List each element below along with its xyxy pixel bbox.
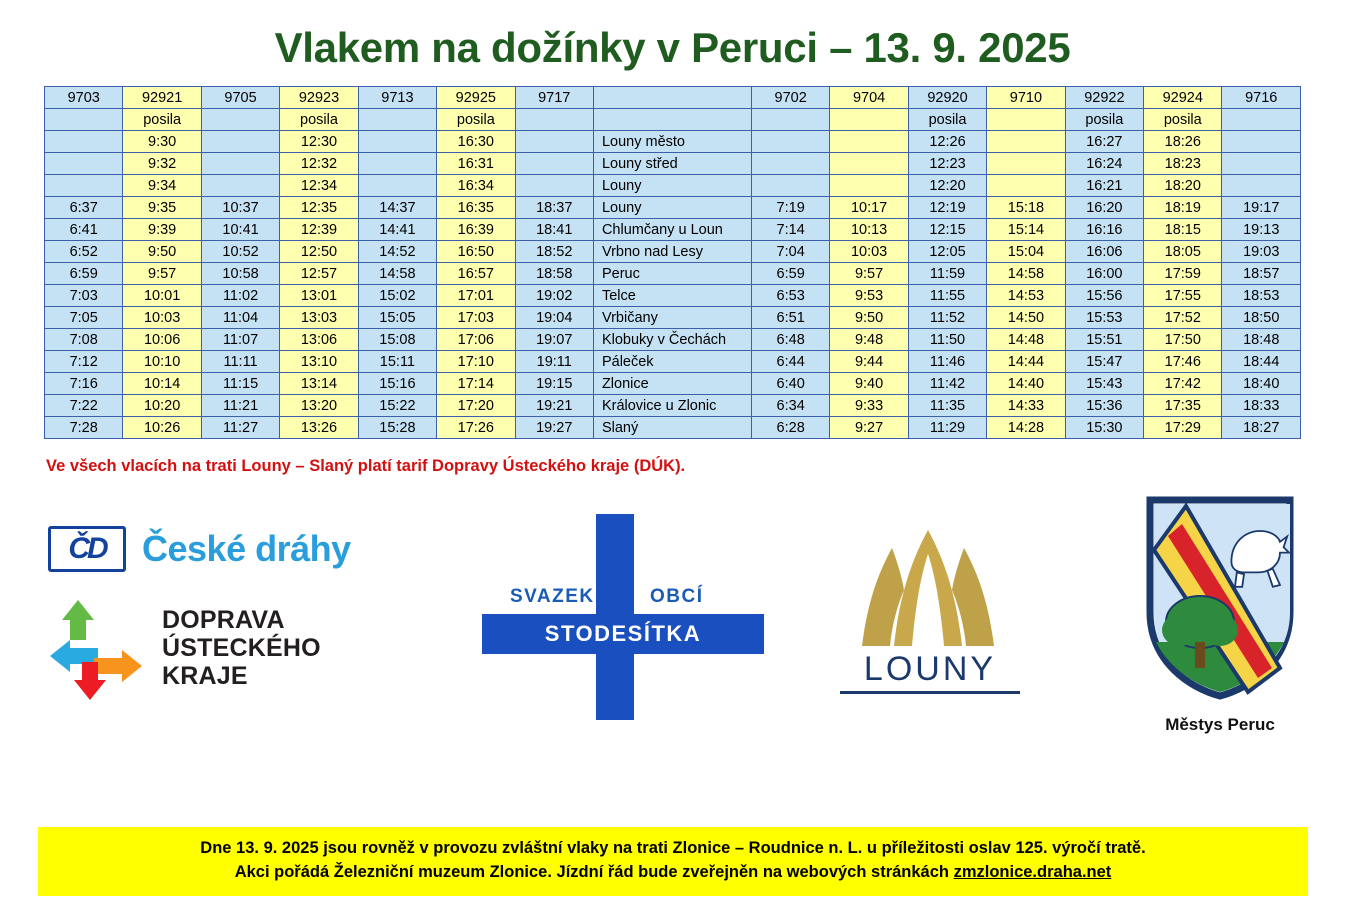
departure-time-cell: 19:17 bbox=[1222, 197, 1301, 219]
departure-time-cell: 6:37 bbox=[45, 197, 123, 219]
departure-time-cell bbox=[1222, 131, 1301, 153]
table-row bbox=[45, 241, 1301, 263]
departure-time-cell: 13:03 bbox=[280, 307, 358, 329]
departure-time-cell: 19:03 bbox=[1222, 241, 1301, 263]
station-name-cell: Páleček bbox=[593, 351, 751, 373]
departure-time-cell: 16:06 bbox=[1065, 241, 1143, 263]
departure-time-cell: 15:05 bbox=[358, 307, 436, 329]
departure-time-cell bbox=[830, 153, 908, 175]
table-row bbox=[45, 219, 1301, 241]
departure-time-cell: 16:50 bbox=[437, 241, 515, 263]
departure-time-cell: 18:05 bbox=[1144, 241, 1222, 263]
departure-time-cell: 17:14 bbox=[437, 373, 515, 395]
departure-time-cell: 10:06 bbox=[123, 329, 201, 351]
train-note-header bbox=[358, 109, 436, 131]
departure-time-cell bbox=[201, 131, 279, 153]
table-row bbox=[45, 351, 1301, 373]
departure-time-cell bbox=[201, 175, 279, 197]
table-row bbox=[45, 417, 1301, 439]
departure-time-cell: 18:52 bbox=[515, 241, 593, 263]
departure-time-cell: 10:52 bbox=[201, 241, 279, 263]
departure-time-cell: 19:02 bbox=[515, 285, 593, 307]
departure-time-cell: 10:03 bbox=[123, 307, 201, 329]
station-name-cell: Louny střed bbox=[593, 153, 751, 175]
train-number-header: 9704 bbox=[830, 87, 908, 109]
departure-time-cell: 12:50 bbox=[280, 241, 358, 263]
departure-time-cell: 9:30 bbox=[123, 131, 201, 153]
departure-time-cell bbox=[358, 131, 436, 153]
train-note-header: posila bbox=[123, 109, 201, 131]
departure-time-cell: 15:43 bbox=[1065, 373, 1143, 395]
departure-time-cell: 17:26 bbox=[437, 417, 515, 439]
departure-time-cell bbox=[987, 175, 1065, 197]
departure-time-cell: 10:37 bbox=[201, 197, 279, 219]
table-row bbox=[45, 329, 1301, 351]
station-name-cell: Vrbičany bbox=[593, 307, 751, 329]
departure-time-cell: 17:01 bbox=[437, 285, 515, 307]
departure-time-cell: 7:28 bbox=[45, 417, 123, 439]
departure-time-cell: 14:40 bbox=[987, 373, 1065, 395]
departure-time-cell: 10:13 bbox=[830, 219, 908, 241]
departure-time-cell: 14:48 bbox=[987, 329, 1065, 351]
departure-time-cell: 7:19 bbox=[751, 197, 829, 219]
departure-time-cell: 15:51 bbox=[1065, 329, 1143, 351]
departure-time-cell: 9:32 bbox=[123, 153, 201, 175]
departure-time-cell: 6:28 bbox=[751, 417, 829, 439]
departure-time-cell: 17:06 bbox=[437, 329, 515, 351]
departure-time-cell: 9:50 bbox=[830, 307, 908, 329]
departure-time-cell: 15:56 bbox=[1065, 285, 1143, 307]
departure-time-cell: 6:59 bbox=[751, 263, 829, 285]
departure-time-cell: 17:03 bbox=[437, 307, 515, 329]
departure-time-cell: 6:53 bbox=[751, 285, 829, 307]
departure-time-cell bbox=[515, 131, 593, 153]
train-number-header: 92923 bbox=[280, 87, 358, 109]
train-number-header: 9716 bbox=[1222, 87, 1301, 109]
departure-time-cell: 10:03 bbox=[830, 241, 908, 263]
departure-time-cell: 15:02 bbox=[358, 285, 436, 307]
departure-time-cell: 9:57 bbox=[830, 263, 908, 285]
station-column-subheader bbox=[593, 109, 751, 131]
departure-time-cell: 16:30 bbox=[437, 131, 515, 153]
departure-time-cell: 19:27 bbox=[515, 417, 593, 439]
departure-time-cell: 11:46 bbox=[908, 351, 986, 373]
departure-time-cell bbox=[358, 153, 436, 175]
departure-time-cell: 10:10 bbox=[123, 351, 201, 373]
logo-peruc bbox=[1120, 492, 1320, 735]
departure-time-cell: 13:14 bbox=[280, 373, 358, 395]
train-note-header: posila bbox=[280, 109, 358, 131]
departure-time-cell: 17:10 bbox=[437, 351, 515, 373]
departure-time-cell: 14:33 bbox=[987, 395, 1065, 417]
departure-time-cell: 16:34 bbox=[437, 175, 515, 197]
departure-time-cell: 11:15 bbox=[201, 373, 279, 395]
departure-time-cell: 16:27 bbox=[1065, 131, 1143, 153]
departure-time-cell: 18:33 bbox=[1222, 395, 1301, 417]
svazek-label-left: SVAZEK bbox=[510, 586, 595, 607]
zmzlonice-link[interactable]: zmzlonice.draha.net bbox=[953, 863, 1112, 881]
departure-time-cell bbox=[201, 153, 279, 175]
svazek-band bbox=[482, 614, 764, 654]
departure-time-cell: 13:06 bbox=[280, 329, 358, 351]
station-name-cell: Klobuky v Čechách bbox=[593, 329, 751, 351]
timetable-container bbox=[44, 86, 1301, 439]
station-name-cell: Zlonice bbox=[593, 373, 751, 395]
departure-time-cell: 10:20 bbox=[123, 395, 201, 417]
station-name-cell: Peruc bbox=[593, 263, 751, 285]
timetable-subheader-row bbox=[45, 109, 1301, 131]
departure-time-cell: 11:42 bbox=[908, 373, 986, 395]
departure-time-cell: 12:23 bbox=[908, 153, 986, 175]
departure-time-cell: 11:11 bbox=[201, 351, 279, 373]
departure-time-cell bbox=[358, 175, 436, 197]
departure-time-cell: 15:04 bbox=[987, 241, 1065, 263]
departure-time-cell: 7:04 bbox=[751, 241, 829, 263]
departure-time-cell: 14:28 bbox=[987, 417, 1065, 439]
departure-time-cell bbox=[751, 175, 829, 197]
departure-time-cell: 11:07 bbox=[201, 329, 279, 351]
table-row bbox=[45, 153, 1301, 175]
departure-time-cell: 14:41 bbox=[358, 219, 436, 241]
departure-time-cell bbox=[830, 131, 908, 153]
station-column-header bbox=[593, 87, 751, 109]
departure-time-cell: 11:27 bbox=[201, 417, 279, 439]
departure-time-cell: 7:05 bbox=[45, 307, 123, 329]
departure-time-cell: 6:51 bbox=[751, 307, 829, 329]
page-title: Vlakem na dožínky v Peruci – 13. 9. 2025 bbox=[274, 24, 1071, 71]
departure-time-cell: 15:28 bbox=[358, 417, 436, 439]
footer-line-1: Dne 13. 9. 2025 jsou rovněž v provozu zvláštní vlaky na trati Zlonice – Roudnice n. L. u příležitosti oslav 125. výročí tratě. bbox=[200, 839, 1146, 857]
departure-time-cell: 14:37 bbox=[358, 197, 436, 219]
departure-time-cell: 19:04 bbox=[515, 307, 593, 329]
departure-time-cell: 12:30 bbox=[280, 131, 358, 153]
departure-time-cell: 12:34 bbox=[280, 175, 358, 197]
departure-time-cell: 15:47 bbox=[1065, 351, 1143, 373]
departure-time-cell: 19:07 bbox=[515, 329, 593, 351]
departure-time-cell: 15:53 bbox=[1065, 307, 1143, 329]
departure-time-cell: 12:35 bbox=[280, 197, 358, 219]
table-row bbox=[45, 263, 1301, 285]
departure-time-cell: 10:17 bbox=[830, 197, 908, 219]
departure-time-cell: 9:48 bbox=[830, 329, 908, 351]
departure-time-cell: 16:24 bbox=[1065, 153, 1143, 175]
departure-time-cell bbox=[45, 131, 123, 153]
departure-time-cell: 6:41 bbox=[45, 219, 123, 241]
departure-time-cell: 6:48 bbox=[751, 329, 829, 351]
departure-time-cell bbox=[830, 175, 908, 197]
departure-time-cell: 18:27 bbox=[1222, 417, 1301, 439]
departure-time-cell: 9:53 bbox=[830, 285, 908, 307]
departure-time-cell: 15:08 bbox=[358, 329, 436, 351]
departure-time-cell: 11:21 bbox=[201, 395, 279, 417]
departure-time-cell: 12:57 bbox=[280, 263, 358, 285]
train-note-header bbox=[45, 109, 123, 131]
departure-time-cell: 16:31 bbox=[437, 153, 515, 175]
departure-time-cell: 11:59 bbox=[908, 263, 986, 285]
departure-time-cell: 11:55 bbox=[908, 285, 986, 307]
departure-time-cell: 14:44 bbox=[987, 351, 1065, 373]
departure-time-cell: 12:39 bbox=[280, 219, 358, 241]
station-name-cell: Chlumčany u Loun bbox=[593, 219, 751, 241]
departure-time-cell: 11:50 bbox=[908, 329, 986, 351]
footer-line-2-text: Akci pořádá Železniční muzeum Zlonice. Jízdní řád bude zveřejněn na webových stránkách bbox=[234, 863, 954, 881]
departure-time-cell: 18:19 bbox=[1144, 197, 1222, 219]
departure-time-cell: 6:44 bbox=[751, 351, 829, 373]
departure-time-cell bbox=[1222, 175, 1301, 197]
departure-time-cell bbox=[751, 131, 829, 153]
train-note-header bbox=[830, 109, 908, 131]
departure-time-cell: 10:41 bbox=[201, 219, 279, 241]
departure-time-cell bbox=[1222, 153, 1301, 175]
train-number-header: 92922 bbox=[1065, 87, 1143, 109]
departure-time-cell: 17:29 bbox=[1144, 417, 1222, 439]
departure-time-cell: 18:48 bbox=[1222, 329, 1301, 351]
table-row bbox=[45, 395, 1301, 417]
train-note-header: posila bbox=[437, 109, 515, 131]
departure-time-cell: 15:11 bbox=[358, 351, 436, 373]
train-note-header bbox=[987, 109, 1065, 131]
departure-time-cell: 9:35 bbox=[123, 197, 201, 219]
departure-time-cell bbox=[987, 153, 1065, 175]
train-number-header: 92920 bbox=[908, 87, 986, 109]
departure-time-cell: 18:41 bbox=[515, 219, 593, 241]
peruc-coat-of-arms-icon bbox=[1130, 492, 1310, 702]
departure-time-cell: 10:14 bbox=[123, 373, 201, 395]
departure-time-cell: 11:52 bbox=[908, 307, 986, 329]
departure-time-cell: 14:53 bbox=[987, 285, 1065, 307]
table-row bbox=[45, 307, 1301, 329]
departure-time-cell: 10:01 bbox=[123, 285, 201, 307]
departure-time-cell: 15:36 bbox=[1065, 395, 1143, 417]
logo-svazek-stodesitka bbox=[478, 510, 768, 720]
timetable bbox=[44, 86, 1301, 439]
table-row bbox=[45, 131, 1301, 153]
departure-time-cell: 11:02 bbox=[201, 285, 279, 307]
departure-time-cell: 16:57 bbox=[437, 263, 515, 285]
departure-time-cell: 15:22 bbox=[358, 395, 436, 417]
train-note-header bbox=[201, 109, 279, 131]
peruc-caption: Městys Peruc bbox=[1165, 715, 1275, 734]
departure-time-cell: 9:34 bbox=[123, 175, 201, 197]
departure-time-cell: 7:22 bbox=[45, 395, 123, 417]
departure-time-cell: 9:44 bbox=[830, 351, 908, 373]
duk-line-1: DOPRAVA bbox=[162, 605, 285, 634]
train-note-header: posila bbox=[1065, 109, 1143, 131]
logos-band bbox=[0, 482, 1345, 754]
departure-time-cell: 17:42 bbox=[1144, 373, 1222, 395]
departure-time-cell: 13:01 bbox=[280, 285, 358, 307]
departure-time-cell: 11:35 bbox=[908, 395, 986, 417]
departure-time-cell: 17:20 bbox=[437, 395, 515, 417]
departure-time-cell: 11:04 bbox=[201, 307, 279, 329]
departure-time-cell: 17:55 bbox=[1144, 285, 1222, 307]
departure-time-cell: 17:59 bbox=[1144, 263, 1222, 285]
station-name-cell: Vrbno nad Lesy bbox=[593, 241, 751, 263]
departure-time-cell: 9:57 bbox=[123, 263, 201, 285]
cd-logo-text: ČD bbox=[68, 532, 106, 565]
departure-time-cell: 15:14 bbox=[987, 219, 1065, 241]
departure-time-cell: 19:13 bbox=[1222, 219, 1301, 241]
departure-time-cell: 17:46 bbox=[1144, 351, 1222, 373]
departure-time-cell: 16:20 bbox=[1065, 197, 1143, 219]
departure-time-cell bbox=[45, 153, 123, 175]
departure-time-cell: 7:03 bbox=[45, 285, 123, 307]
departure-time-cell: 19:21 bbox=[515, 395, 593, 417]
departure-time-cell: 18:57 bbox=[1222, 263, 1301, 285]
departure-time-cell: 19:15 bbox=[515, 373, 593, 395]
departure-time-cell: 7:08 bbox=[45, 329, 123, 351]
station-name-cell: Telce bbox=[593, 285, 751, 307]
departure-time-cell: 9:40 bbox=[830, 373, 908, 395]
departure-time-cell: 14:58 bbox=[358, 263, 436, 285]
departure-time-cell: 18:26 bbox=[1144, 131, 1222, 153]
departure-time-cell: 16:21 bbox=[1065, 175, 1143, 197]
train-note-header bbox=[751, 109, 829, 131]
station-name-cell: Louny bbox=[593, 175, 751, 197]
station-name-cell: Louny bbox=[593, 197, 751, 219]
departure-time-cell: 16:35 bbox=[437, 197, 515, 219]
logo-ceske-drahy bbox=[48, 526, 351, 572]
departure-time-cell: 16:00 bbox=[1065, 263, 1143, 285]
train-number-header: 9703 bbox=[45, 87, 123, 109]
departure-time-cell: 14:50 bbox=[987, 307, 1065, 329]
train-number-header: 9705 bbox=[201, 87, 279, 109]
train-note-header bbox=[1222, 109, 1301, 131]
train-number-header: 9717 bbox=[515, 87, 593, 109]
departure-time-cell: 9:27 bbox=[830, 417, 908, 439]
departure-time-cell: 15:30 bbox=[1065, 417, 1143, 439]
train-number-header: 92921 bbox=[123, 87, 201, 109]
departure-time-cell: 17:50 bbox=[1144, 329, 1222, 351]
departure-time-cell: 9:50 bbox=[123, 241, 201, 263]
departure-time-cell: 14:52 bbox=[358, 241, 436, 263]
departure-time-cell: 7:12 bbox=[45, 351, 123, 373]
departure-time-cell: 19:11 bbox=[515, 351, 593, 373]
departure-time-cell: 15:18 bbox=[987, 197, 1065, 219]
table-row bbox=[45, 285, 1301, 307]
table-row bbox=[45, 197, 1301, 219]
timetable-header-row bbox=[45, 87, 1301, 109]
logo-louny bbox=[840, 520, 1020, 694]
train-number-header: 9713 bbox=[358, 87, 436, 109]
departure-time-cell: 18:58 bbox=[515, 263, 593, 285]
train-number-header: 92924 bbox=[1144, 87, 1222, 109]
departure-time-cell: 12:20 bbox=[908, 175, 986, 197]
louny-rule bbox=[840, 691, 1020, 694]
duk-line-3: KRAJE bbox=[162, 662, 248, 691]
cd-logo-icon bbox=[48, 526, 126, 572]
louny-brand-name: LOUNY bbox=[863, 650, 997, 688]
tariff-note: Ve všech vlacích na trati Louny – Slaný platí tarif Dopravy Ústeckého kraje (DÚK). bbox=[46, 457, 686, 475]
departure-time-cell: 18:37 bbox=[515, 197, 593, 219]
footer-line-2 bbox=[48, 863, 1298, 882]
station-name-cell: Slaný bbox=[593, 417, 751, 439]
duk-line-2: ÚSTECKÉHO bbox=[162, 633, 321, 662]
departure-time-cell: 16:39 bbox=[437, 219, 515, 241]
departure-time-cell: 10:58 bbox=[201, 263, 279, 285]
station-name-cell: Louny město bbox=[593, 131, 751, 153]
cd-brand-name: České dráhy bbox=[142, 528, 351, 569]
departure-time-cell: 15:16 bbox=[358, 373, 436, 395]
departure-time-cell: 6:34 bbox=[751, 395, 829, 417]
table-row bbox=[45, 175, 1301, 197]
logo-duk bbox=[48, 594, 351, 702]
departure-time-cell: 18:50 bbox=[1222, 307, 1301, 329]
departure-time-cell: 18:53 bbox=[1222, 285, 1301, 307]
footer-note bbox=[38, 827, 1308, 896]
departure-time-cell: 12:15 bbox=[908, 219, 986, 241]
departure-time-cell: 18:20 bbox=[1144, 175, 1222, 197]
departure-time-cell: 11:29 bbox=[908, 417, 986, 439]
departure-time-cell: 9:39 bbox=[123, 219, 201, 241]
duk-brand-name bbox=[162, 606, 321, 691]
departure-time-cell: 9:33 bbox=[830, 395, 908, 417]
train-number-header: 9702 bbox=[751, 87, 829, 109]
departure-time-cell: 7:14 bbox=[751, 219, 829, 241]
departure-time-cell: 7:16 bbox=[45, 373, 123, 395]
departure-time-cell: 18:15 bbox=[1144, 219, 1222, 241]
departure-time-cell: 17:52 bbox=[1144, 307, 1222, 329]
departure-time-cell bbox=[515, 153, 593, 175]
station-name-cell: Královice u Zlonic bbox=[593, 395, 751, 417]
departure-time-cell: 6:40 bbox=[751, 373, 829, 395]
svazek-band-label: STODESÍTKA bbox=[544, 621, 702, 646]
table-row bbox=[45, 373, 1301, 395]
departure-time-cell bbox=[515, 175, 593, 197]
departure-time-cell: 14:58 bbox=[987, 263, 1065, 285]
train-number-header: 9710 bbox=[987, 87, 1065, 109]
departure-time-cell: 18:23 bbox=[1144, 153, 1222, 175]
departure-time-cell: 6:59 bbox=[45, 263, 123, 285]
departure-time-cell: 6:52 bbox=[45, 241, 123, 263]
departure-time-cell: 12:19 bbox=[908, 197, 986, 219]
svazek-label-right: OBCÍ bbox=[650, 586, 704, 607]
departure-time-cell: 12:05 bbox=[908, 241, 986, 263]
train-note-header: posila bbox=[908, 109, 986, 131]
departure-time-cell: 17:35 bbox=[1144, 395, 1222, 417]
train-note-header bbox=[515, 109, 593, 131]
departure-time-cell: 16:16 bbox=[1065, 219, 1143, 241]
departure-time-cell: 13:20 bbox=[280, 395, 358, 417]
departure-time-cell: 12:26 bbox=[908, 131, 986, 153]
louny-mark-icon bbox=[840, 520, 1020, 648]
departure-time-cell bbox=[751, 153, 829, 175]
departure-time-cell: 13:26 bbox=[280, 417, 358, 439]
train-number-header: 92925 bbox=[437, 87, 515, 109]
departure-time-cell bbox=[987, 131, 1065, 153]
departure-time-cell: 10:26 bbox=[123, 417, 201, 439]
logo-cd-duk bbox=[48, 526, 351, 702]
duk-arrows-icon bbox=[48, 594, 144, 702]
departure-time-cell: 12:32 bbox=[280, 153, 358, 175]
departure-time-cell: 13:10 bbox=[280, 351, 358, 373]
departure-time-cell: 18:40 bbox=[1222, 373, 1301, 395]
train-note-header: posila bbox=[1144, 109, 1222, 131]
departure-time-cell: 18:44 bbox=[1222, 351, 1301, 373]
departure-time-cell bbox=[45, 175, 123, 197]
